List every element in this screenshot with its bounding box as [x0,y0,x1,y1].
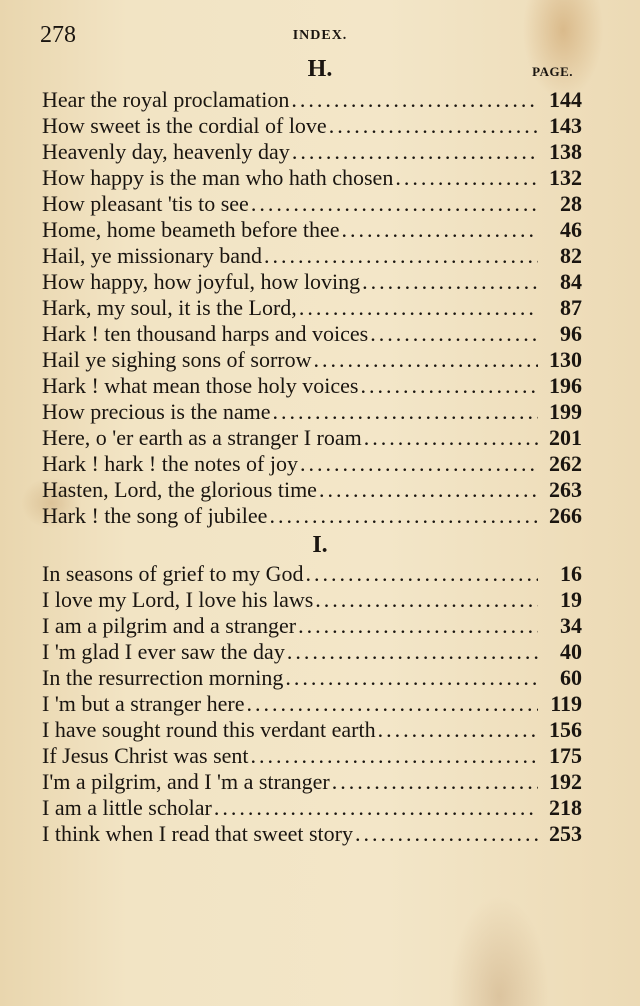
index-entry [42,295,582,321]
entry-page: 84 [560,269,582,294]
index-entry [42,691,582,717]
dot-leader [292,139,538,165]
index-entry [42,87,582,113]
dot-leader [264,243,538,269]
entry-page: 82 [560,243,582,268]
dot-leader [364,425,538,451]
entry-title: In the resurrection morning [42,665,284,690]
dot-leader [273,399,539,425]
index-entry [42,425,582,451]
entry-title: Heavenly day, heavenly day [42,139,290,164]
entry-title: I am a pilgrim and a stranger [42,613,297,638]
entry-title: Hark ! ten thousand harps and voices [42,321,369,346]
entry-title: Hark ! what mean those holy voices [42,373,359,398]
dot-leader [214,795,538,821]
index-entry [42,321,582,347]
dot-leader [299,295,538,321]
page-number: 278 [40,22,76,48]
dot-leader [291,87,538,113]
entry-page: 87 [560,295,582,320]
entry-title: I think when I read that sweet story [42,821,353,846]
entry-page: 218 [549,795,582,820]
index-entry [42,561,582,587]
entry-page: 262 [549,451,582,476]
dot-leader [319,477,538,503]
index-entry [42,269,582,295]
entry-title: Here, o 'er earth as a stranger I roam [42,425,362,450]
entry-title: I'm a pilgrim, and I 'm a stranger [42,769,330,794]
section-h-entries [42,87,582,529]
entry-page: 201 [549,425,582,450]
dot-leader [370,321,538,347]
dot-leader [329,113,538,139]
entry-page: 119 [550,691,582,716]
entry-title: Home, home beameth before thee [42,217,340,242]
entry-page: 16 [560,561,582,586]
entry-title: I love my Lord, I love his laws [42,587,314,612]
entry-page: 144 [549,87,582,112]
entry-title: How pleasant 'tis to see [42,191,249,216]
entry-title: I have sought round this verdant earth [42,717,376,742]
dot-leader [378,717,538,743]
entry-title: Hark ! hark ! the notes of joy [42,451,298,476]
index-entry [42,665,582,691]
entry-page: 46 [560,217,582,242]
dot-leader [313,347,538,373]
entry-title: Hark ! the song of jubilee [42,503,268,528]
entry-page: 40 [560,639,582,664]
entry-page: 143 [549,113,582,138]
entry-title: How precious is the name [42,399,271,424]
dot-leader [360,373,538,399]
dot-leader [300,451,538,477]
entry-page: 130 [549,347,582,372]
index-entry [42,373,582,399]
entry-page: 132 [549,165,582,190]
index-entry [42,243,582,269]
dot-leader [332,769,538,795]
index-entry [42,717,582,743]
page-column-label: PAGE. [532,64,573,79]
entry-page: 266 [549,503,582,528]
entry-page: 199 [549,399,582,424]
entry-title: I 'm glad I ever saw the day [42,639,285,664]
entry-page: 263 [549,477,582,502]
dot-leader [269,503,538,529]
dot-leader [251,191,538,217]
entry-title: I am a little scholar [42,795,212,820]
dot-leader [251,743,538,769]
entry-title: How sweet is the cordial of love [42,113,327,138]
entry-page: 28 [560,191,582,216]
entry-page: 19 [560,587,582,612]
index-entry [42,743,582,769]
index-entry [42,399,582,425]
index-entry [42,613,582,639]
dot-leader [315,587,538,613]
running-head: INDEX. [292,28,348,43]
index-entry [42,795,582,821]
index-entry [42,503,582,529]
index-entry [42,113,582,139]
section-i-entries [42,561,582,847]
entry-page: 138 [549,139,582,164]
entry-page: 34 [560,613,582,638]
entry-title: Hail, ye missionary band [42,243,262,268]
entry-page: 96 [560,321,582,346]
index-entry [42,451,582,477]
index-entry [42,821,582,847]
entry-title: Hear the royal proclamation [42,87,290,112]
index-entry [42,769,582,795]
dot-leader [287,639,538,665]
dot-leader [247,691,539,717]
dot-leader [306,561,538,587]
entry-page: 253 [549,821,582,846]
index-entry [42,217,582,243]
index-entry [42,639,582,665]
index-entry [42,587,582,613]
entry-title: Hail ye sighing sons of sorrow [42,347,312,372]
entry-title: How happy is the man who hath chosen [42,165,394,190]
index-entry [42,347,582,373]
entry-page: 192 [549,769,582,794]
dot-leader [298,613,538,639]
entry-title: Hasten, Lord, the glorious time [42,477,317,502]
dot-leader [341,217,538,243]
entry-title: If Jesus Christ was sent [42,743,249,768]
index-entry [42,139,582,165]
index-entry [42,165,582,191]
entry-page: 156 [549,717,582,742]
index-entry [42,191,582,217]
entry-title: I 'm but a stranger here [42,691,245,716]
dot-leader [362,269,538,295]
dot-leader [395,165,538,191]
entry-page: 196 [549,373,582,398]
entry-title: How happy, how joyful, how loving [42,269,361,294]
entry-title: Hark, my soul, it is the Lord, [42,295,297,320]
section-heading-h: H. [307,56,333,82]
dot-leader [285,665,538,691]
entry-page: 60 [560,665,582,690]
entry-title: In seasons of grief to my God [42,561,304,586]
index-entry [42,477,582,503]
dot-leader [355,821,538,847]
section-heading-i: I. [312,532,328,558]
entry-page: 175 [549,743,582,768]
